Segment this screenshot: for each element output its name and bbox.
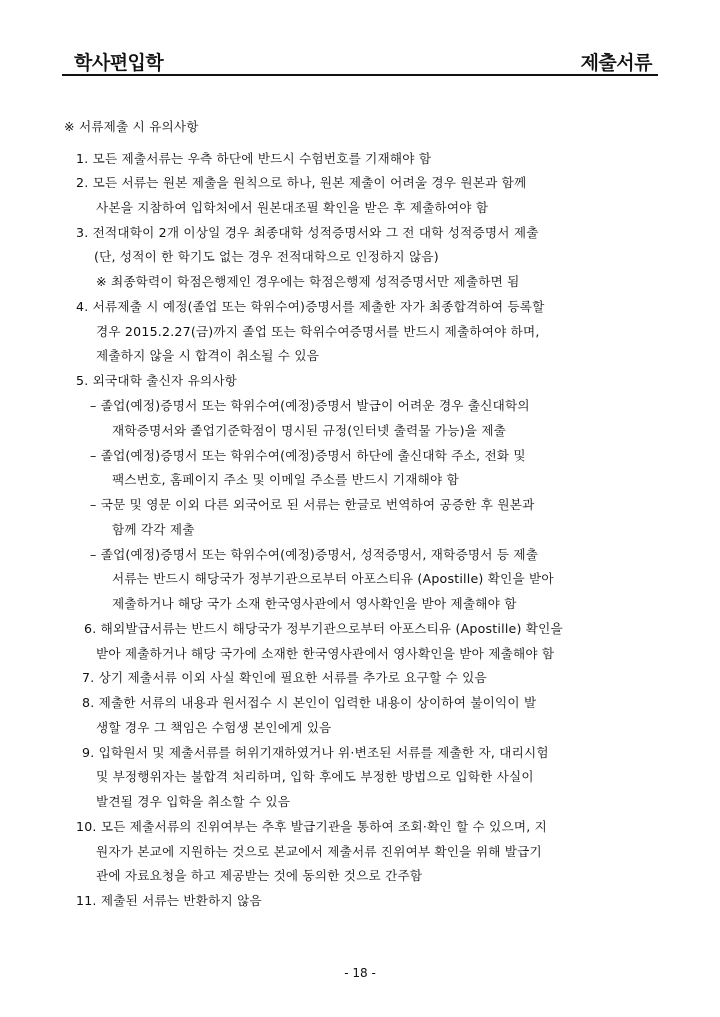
notice-subitem: – 졸업(예정)증명서 또는 학위수여(예정)증명서 하단에 출신대학 주소, 전화 및 bbox=[90, 448, 526, 463]
notice-item-continuation: (단, 성적이 한 학기도 없는 경우 전적대학으로 인정하지 않음) bbox=[94, 249, 439, 264]
notice-subitem-continuation: 서류는 반드시 해당국가 정부기관으로부터 아포스티유 (Apostille) 확인을 받아 bbox=[112, 571, 554, 586]
notice-subitem: – 졸업(예정)증명서 또는 학위수여(예정)증명서 발급이 어려운 경우 출신대학의 bbox=[90, 398, 530, 413]
notice-item: 3. 전적대학이 2개 이상일 경우 최종대학 성적증명서와 그 전 대학 성적증명서 제출 bbox=[76, 225, 539, 240]
page-number: - 18 - bbox=[344, 966, 376, 980]
notice-subitem-continuation: 제출하거나 해당 국가 소재 한국영사관에서 영사확인을 받아 제출해야 함 bbox=[112, 596, 517, 611]
header-right-title: 제출서류 bbox=[580, 52, 652, 74]
notice-item: 1. 모든 제출서류는 우측 하단에 반드시 수험번호를 기재해야 함 bbox=[76, 151, 432, 166]
header-left-title: 학사편입학 bbox=[74, 52, 164, 74]
notice-subitem: – 졸업(예정)증명서 또는 학위수여(예정)증명서, 성적증명서, 재학증명서 등 제출 bbox=[90, 547, 539, 562]
notice-subitem-continuation: 팩스번호, 홈페이지 주소 및 이메일 주소를 반드시 기재해야 함 bbox=[112, 472, 459, 487]
notice-item: 10. 모든 제출서류의 진위여부는 추후 발급기관을 통하여 조회·확인 할 수 있으며, 지 bbox=[76, 819, 547, 834]
page-header bbox=[62, 44, 658, 76]
notice-item-continuation: 경우 2015.2.27(금)까지 졸업 또는 학위수여증명서를 반드시 제출하여야 하며, bbox=[96, 324, 540, 339]
notice-item: 7. 상기 제출서류 이외 사실 확인에 필요한 서류를 추가로 요구할 수 있음 bbox=[82, 670, 487, 685]
notice-item: 11. 제출된 서류는 반환하지 않음 bbox=[76, 893, 262, 908]
notice-item: 8. 제출한 서류의 내용과 원서접수 시 본인이 입력한 내용이 상이하여 불이익이 발 bbox=[82, 695, 537, 710]
notice-item-continuation: 받아 제출하거나 해당 국가에 소재한 한국영사관에서 영사확인을 받아 제출해야 함 bbox=[96, 646, 555, 661]
notice-item: 5. 외국대학 출신자 유의사항 bbox=[76, 373, 238, 388]
notice-item-continuation: 제출하지 않을 시 합격이 취소될 수 있음 bbox=[96, 348, 320, 363]
notice-item: 2. 모든 서류는 원본 제출을 원칙으로 하나, 원본 제출이 어려울 경우 원본과 함께 bbox=[76, 175, 527, 190]
notice-item-continuation: 발견될 경우 입학을 취소할 수 있음 bbox=[96, 794, 291, 809]
notice-subitem-continuation: 함께 각각 제출 bbox=[112, 522, 195, 537]
notice-heading: ※ 서류제출 시 유의사항 bbox=[64, 119, 199, 134]
notice-subitem: – 국문 및 영문 이외 다른 외국어로 된 서류는 한글로 번역하여 공증한 후 원본과 bbox=[90, 497, 535, 512]
notice-item-continuation: 원자가 본교에 지원하는 것으로 본교에서 제출서류 진위여부 확인을 위해 발급기 bbox=[96, 844, 542, 859]
notice-subnote: ※ 최종학력이 학점은행제인 경우에는 학점은행제 성적증명서만 제출하면 됨 bbox=[96, 274, 520, 289]
notice-item-continuation: 관에 자료요청을 하고 제공받는 것에 동의한 것으로 간주함 bbox=[96, 868, 423, 883]
notice-item-continuation: 및 부정행위자는 불합격 처리하며, 입학 후에도 부정한 방법으로 입학한 사실이 bbox=[96, 769, 534, 784]
notice-item: 9. 입학원서 및 제출서류를 허위기재하였거나 위·변조된 서류를 제출한 자, 대리시험 bbox=[82, 745, 549, 760]
notice-item: 6. 해외발급서류는 반드시 해당국가 정부기관으로부터 아포스티유 (Apostille) 확인을 bbox=[84, 621, 563, 636]
notice-item-continuation: 사본을 지참하여 입학처에서 원본대조필 확인을 받은 후 제출하여야 함 bbox=[96, 200, 489, 215]
notice-item-continuation: 생할 경우 그 책임은 수험생 본인에게 있음 bbox=[96, 720, 332, 735]
notice-subitem-continuation: 재학증명서와 졸업기준학점이 명시된 규정(인터넷 출력물 가능)을 제출 bbox=[112, 423, 507, 438]
notice-item: 4. 서류제출 시 예정(졸업 또는 학위수여)증명서를 제출한 자가 최종합격하여 등록할 bbox=[76, 299, 545, 314]
